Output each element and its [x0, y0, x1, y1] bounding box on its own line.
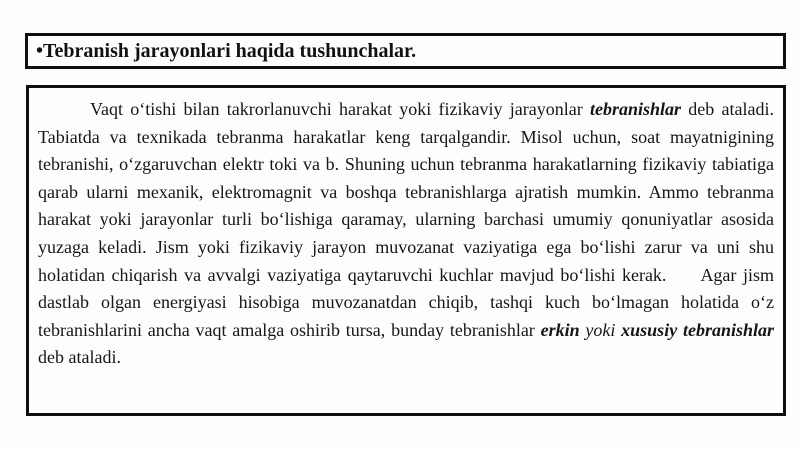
body-box — [26, 85, 786, 416]
text-segment: yoki — [585, 319, 616, 340]
text-segment: tebranishlar — [589, 99, 681, 119]
text-segment: Agar jism dastlab olgan energiyasi hisobiga muvozanatdan chiqib, tashqi kuch bo‘lmagan holatida o‘z tebranishlarini ancha vaqt amalga oshirib tursa, bunday tebranishlar — [38, 264, 774, 340]
title-box — [25, 33, 786, 69]
text-segment: Vaqt o‘tishi bilan takrorlanuvchi harakat yoki fizikaviy jarayonlar — [90, 99, 590, 119]
slide-title: •Tebranish jarayonlari haqida tushunchalar. — [36, 39, 417, 62]
text-segment — [666, 262, 700, 290]
text-segment: erkin — [540, 319, 580, 340]
text-segment: deb ataladi. Tabiatda va texnikada tebranma harakatlar keng tarqalgandir. Misol uchun, soat mayatnigining tebranishi, o‘zgaruvchan elektr toki va b. Shuning uchun tebranma harakatlarning fizikaviy tabiatiga qarab ularni mexanik, elektromagnit va boshqa tebranishlarga ajratish mumkin. Ammo tebranma harakat yoki jarayonlar turli bo‘lishiga qaramay, ularning barchasi umumiy qonuniyatlar asosida yuzaga keladi. Jism yoki fizikaviy jarayon muvozanat vaziyatiga ega bo‘lishi zarur va uni shu holatidan chiqarish va avvalgi vaziyatiga qaytaruvchi kuchlar mavjud bo‘lishi kerak. — [38, 99, 774, 285]
text-segment: deb ataladi. — [38, 347, 121, 368]
body-paragraph — [38, 96, 774, 372]
text-segment: xususiy tebranishlar — [621, 319, 774, 340]
